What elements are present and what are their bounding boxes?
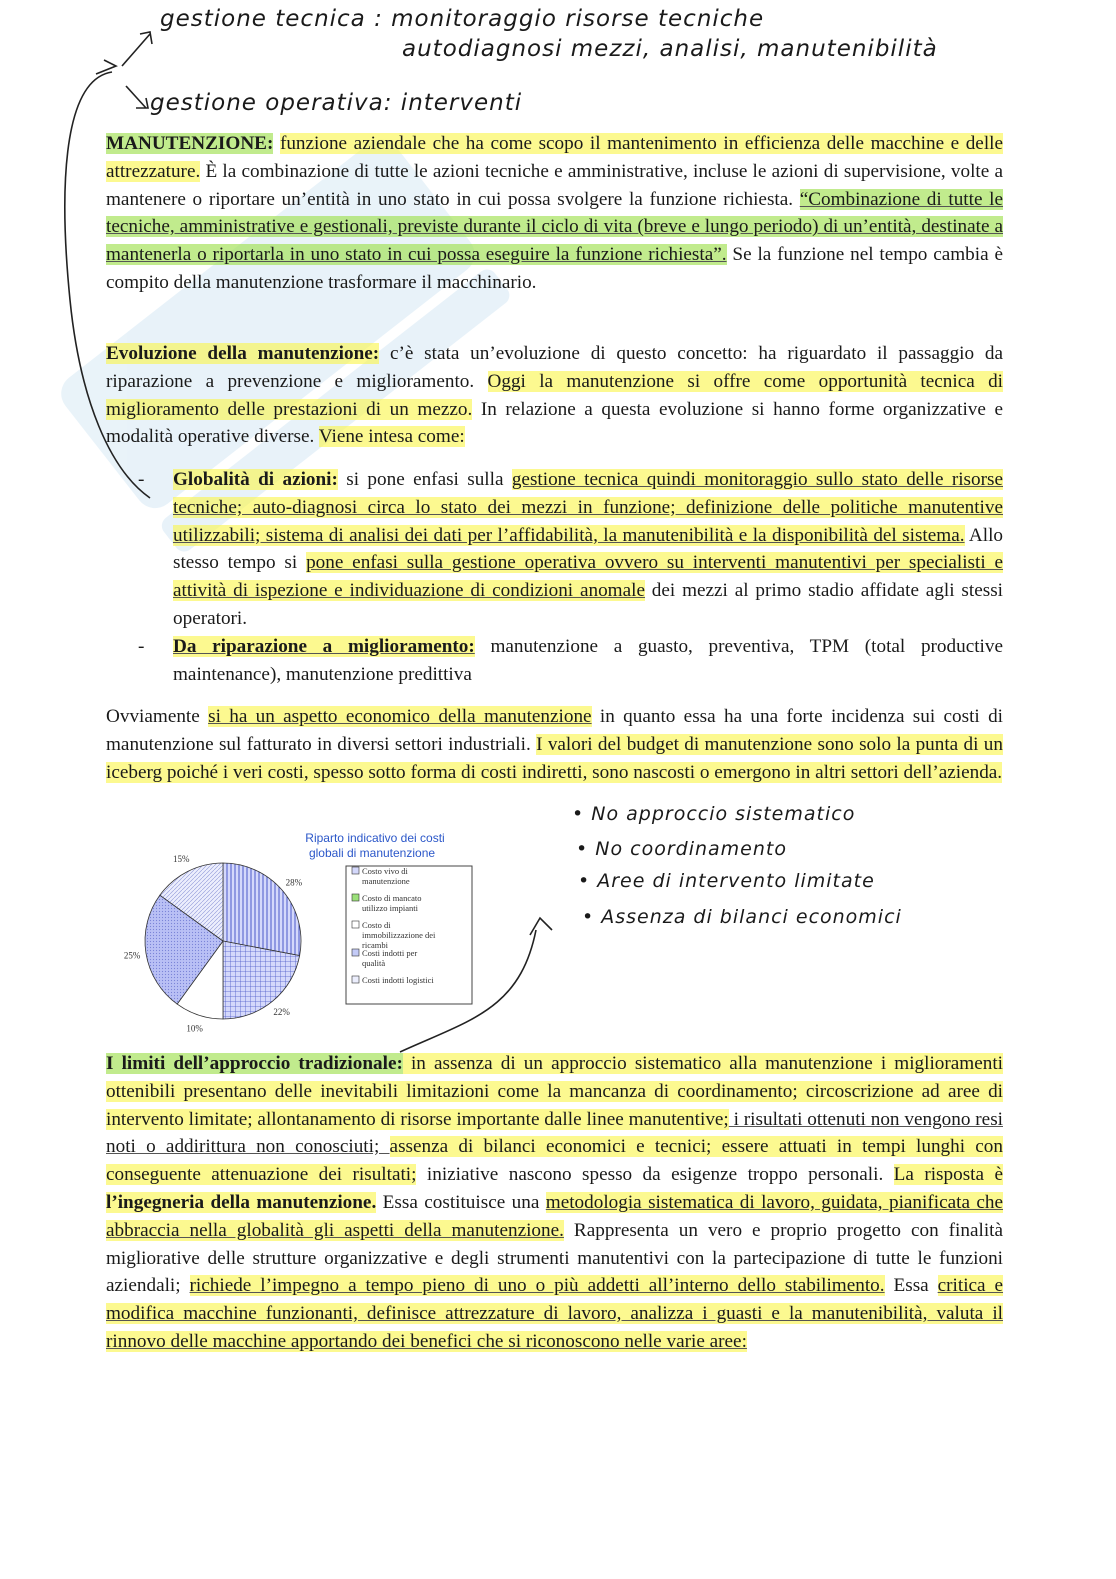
list-item: - Da riparazione a miglioramento: manutenzione a guasto, preventiva, TPM (total productive maintenance), manutenzione predittiva xyxy=(138,635,1003,685)
pie-slice-label: 28% xyxy=(285,877,303,888)
pie-slice-label: 15% xyxy=(172,854,190,865)
paragraph-evoluzione: Evoluzione della manutenzione: c’è stata un’evoluzione di questo concetto: ha riguardato il passaggio da riparazione a prevenzione e miglioramento. Oggi la manutenzione si offre come opportunità tecnica di miglioramento delle prestazioni di un mezzo. In relazione a questa evoluzione si hanno forme organizzative e modalità operative diverse. Viene intesa come: xyxy=(106,343,1004,448)
pie-slice-label: 25% xyxy=(123,950,141,961)
legend-entry: Costi indotti per qualità xyxy=(362,948,418,968)
pie-slice-label: 22% xyxy=(273,1006,290,1017)
handwritten-note-autodiagnosi: autodiagnosi mezzi, analisi, manutenibilità xyxy=(402,36,938,62)
term-limiti: I limiti dell’approccio tradizionale: xyxy=(106,1053,403,1074)
legend-entry: Costo vivo di manutenzione xyxy=(362,866,410,886)
handwritten-note: • No coordinamento xyxy=(576,838,787,860)
bullet-list xyxy=(106,466,1003,688)
legend-entry: Costi indotti logistici xyxy=(362,975,434,985)
legend-swatch xyxy=(352,867,359,874)
handwritten-note: • Assenza di bilanci economici xyxy=(582,906,902,928)
paragraph-aspetto-economico: Ovviamente si ha un aspetto economico della manutenzione in quanto essa ha una forte incidenza sui costi di manutenzione sul fatturato in diversi settori industriali. I valori del budget di manutenzione sono solo la punta di un iceberg poiché i veri costi, spesso sotto forma di costi indiretti, sono nascosti o emergono in altri settori dell’azienda. xyxy=(106,706,1003,783)
pie-slice-label: 10% xyxy=(186,1023,203,1034)
legend-entry: Costo di mancato utilizzo impianti xyxy=(362,893,422,913)
handwritten-note-gestione-operativa: gestione operativa: interventi xyxy=(150,90,523,116)
legend-swatch xyxy=(352,976,359,983)
paragraph-limiti-approccio: I limiti dell’approccio tradizionale: in assenza di un approccio sistematico alla manutenzione i miglioramenti ottenibili presentano delle inevitabili limitazioni come la mancanza di coordinamento; circoscrizione ad aree di intervento limitate; allontanamento di risorse importante dalle linee manutentive; i risultati ottenuti non vengono resi noti o addirittura non conosciuti; assenza di bilanci economici e tecnici; essere attuati in tempi lunghi con conseguente attenuazione dei risultati; iniziative nascono spesso da esigenze troppo personali. La risposta è l’ingegneria della manutenzione. Essa costituisce una metodologia sistematica di lavoro, guidata, pianificata che abbraccia nella globalità gli aspetti della manutenzione. Rappresenta un vero e proprio progetto con finalità migliorative delle strutture organizzative e degli strumenti manutentivi con la partecipazione di tutte le funzioni aziendali; richiede l’impegno a tempo pieno di uno o più addetti all’interno dello stabilimento. Essa critica e modifica macchine funzionanti, definisce attrezzature di lavoro, analizza i guasti e la manutenibilità, valuta il rinnovo delle macchine apportando dei benefici che si riconoscono nelle varie aree: xyxy=(106,1053,1004,1352)
handwritten-note: • Aree di intervento limitate xyxy=(578,870,875,892)
term-manutenzione: MANUTENZIONE: xyxy=(106,133,274,154)
term-evoluzione: Evoluzione della manutenzione: xyxy=(106,343,380,364)
arrow-down-right-icon xyxy=(126,86,148,108)
handwritten-note: • No approccio sistematico xyxy=(572,803,856,825)
legend-entry: Costo di immobilizzazione dei ricambi xyxy=(362,920,436,950)
handwritten-note-gestione-tecnica: gestione tecnica : monitoraggio risorse tecniche xyxy=(160,6,765,32)
arrow-right-icon xyxy=(96,60,116,74)
legend-swatch xyxy=(352,921,359,928)
list-item: - Globalità di azioni: si pone enfasi sulla gestione tecnica quindi monitoraggio sullo stato delle risorse tecniche; auto-diagnosi circa lo stato dei mezzi in funzione; definizione delle politiche manutentive utilizzabili; sistema di analisi dei dati per l’affidabilità, la manutenibilità e la disponibilità del sistema. Allo stesso tempo si pone enfasi sulla gestione operativa ovvero su interventi manutentivi per specialisti e attività di ispezione e individuazione di condizioni anomale dei mezzi al primo stadio affidate agli stessi operatori. xyxy=(138,469,1003,629)
chart-title-line2: globali di manutenzione xyxy=(308,846,436,860)
paragraph-manutenzione: MANUTENZIONE: funzione aziendale che ha come scopo il mantenimento in efficienza delle macchine e delle attrezzature. È la combinazione di tutte le azioni tecniche e amministrative, incluse le azioni di supervisione, volte a mantenere o riportare un’entità in uno stato in cui possa svolgere la funzione richiesta. “Combinazione di tutte le tecniche, amministrative e gestionali, previste durante il ciclo di vita (breve e lungo periodo) di un’entità, destinate a mantenerla o riportarla in uno stato in cui possa eseguire la funzione richiesta”. Se la funzione nel tempo cambia è compito della manutenzione trasformare il macchinario. xyxy=(106,133,1003,293)
pie-chart xyxy=(110,826,490,1036)
legend-swatch xyxy=(352,949,359,956)
legend-swatch xyxy=(352,894,359,901)
arrow-up-right-icon xyxy=(122,32,152,66)
chart-title-line1: Riparto indicativo dei costi xyxy=(305,831,445,845)
